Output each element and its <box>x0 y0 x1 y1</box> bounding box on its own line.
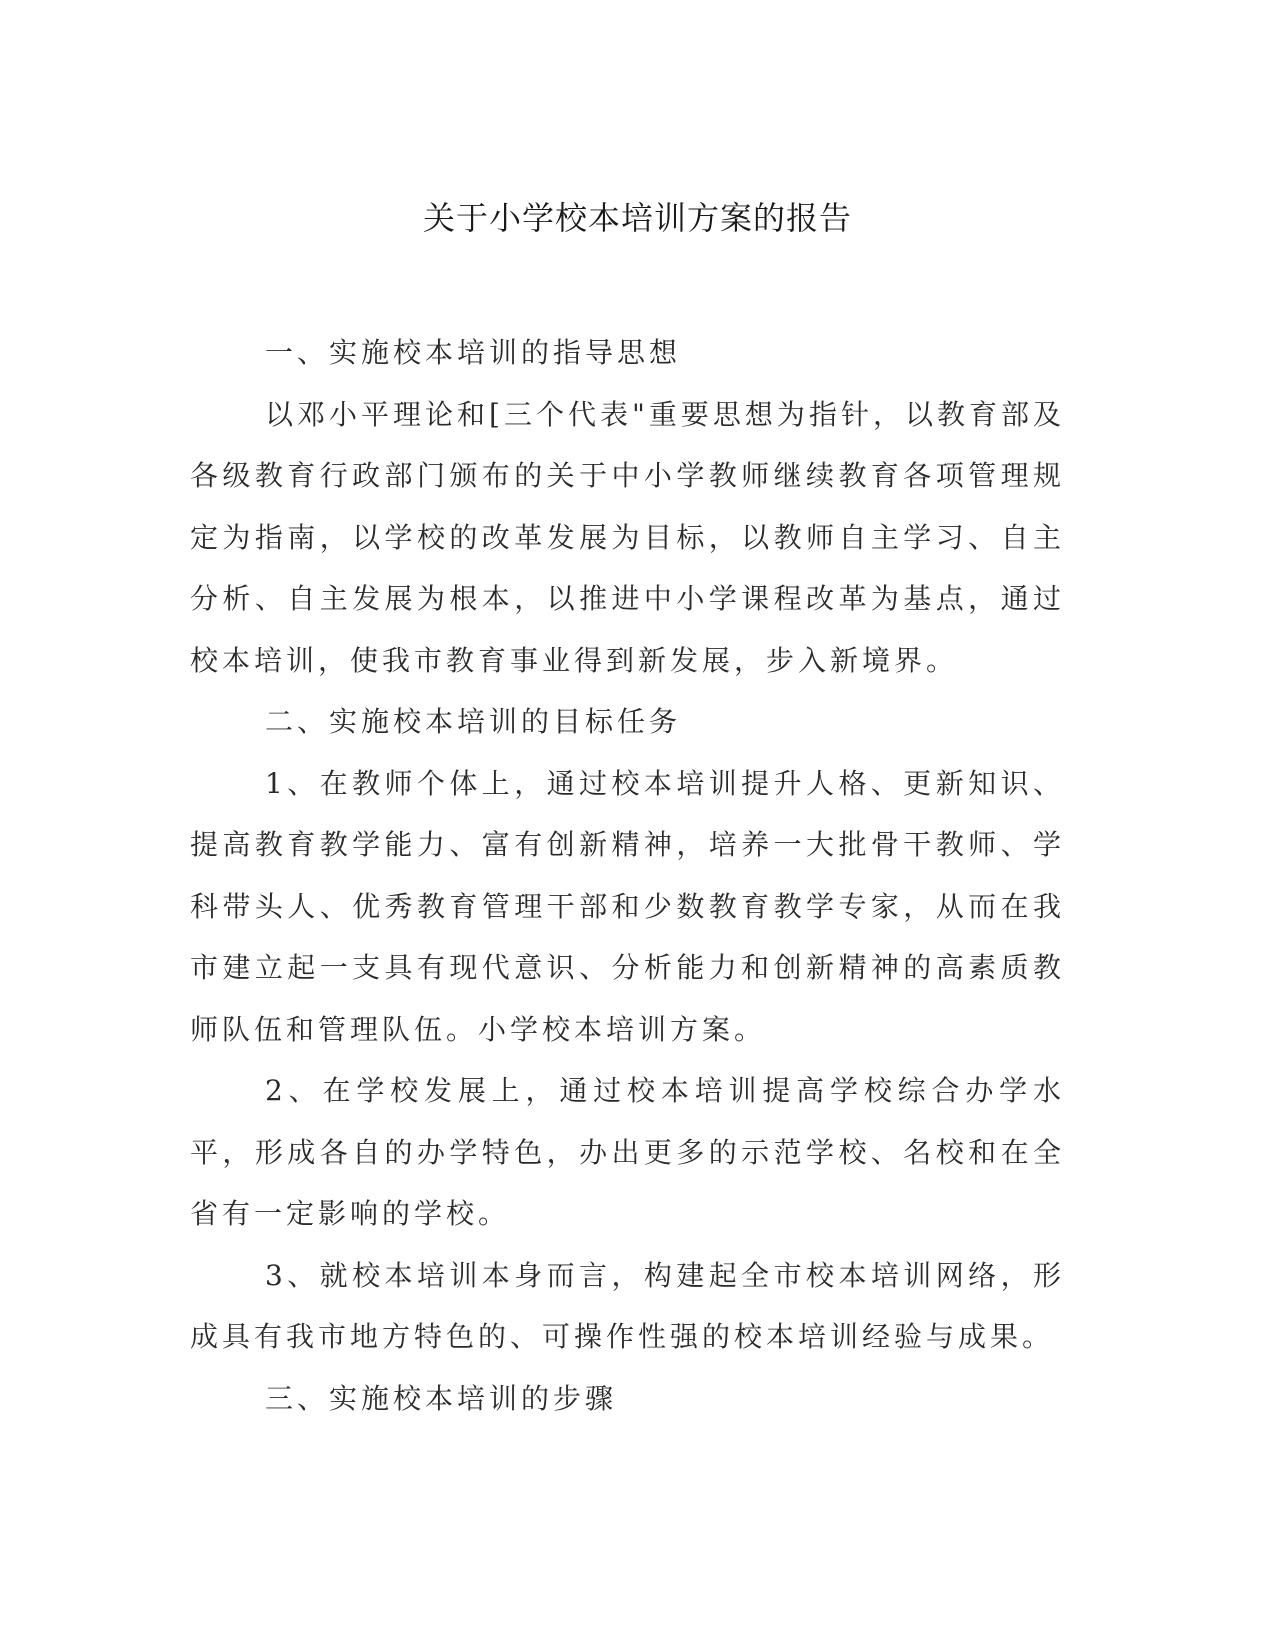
paragraph-goal-3: 3、就校本培训本身而言，构建起全市校本培训网络，形成具有我市地方特色的、可操作性强的校本培训经验与成果。 <box>190 1258 1065 1353</box>
paragraph-goal-1: 1、在教师个体上，通过校本培训提升人格、更新知识、提高教育教学能力、富有创新精神，培养一大批骨干教师、学科带头人、优秀教育管理干部和少数教育教学专家，从而在我市建立起一支具有现代意识、分析能力和创新精神的高素质教师队伍和管理队伍。小学校本培训方案。 <box>190 766 1065 1046</box>
paragraph-goal-2: 2、在学校发展上，通过校本培训提高学校综合办学水平，形成各自的办学特色，办出更多的示范学校、名校和在全省有一定影响的学校。 <box>190 1074 1065 1230</box>
document-title: 关于小学校本培训方案的报告 <box>422 199 852 237</box>
section-heading-3: 三、实施校本培训的步骤 <box>265 1381 618 1415</box>
section-heading-1: 一、实施校本培训的指导思想 <box>265 336 682 369</box>
document-body <box>190 322 1065 1429</box>
paragraph-guiding-thought: 以邓小平理论和[三个代表"重要思想为指针，以教育部及各级教育行政部门颁布的关于中小学教师继续教育各项管理规定为指南，以学校的改革发展为目标，以教师自主学习、自主分析、自主发展为根本，以推进中小学课程改革为基点，通过校本培训，使我市教育事业得到新发展，步入新境界。 <box>190 397 1065 677</box>
section-heading-2: 二、实施校本培训的目标任务 <box>265 705 682 738</box>
